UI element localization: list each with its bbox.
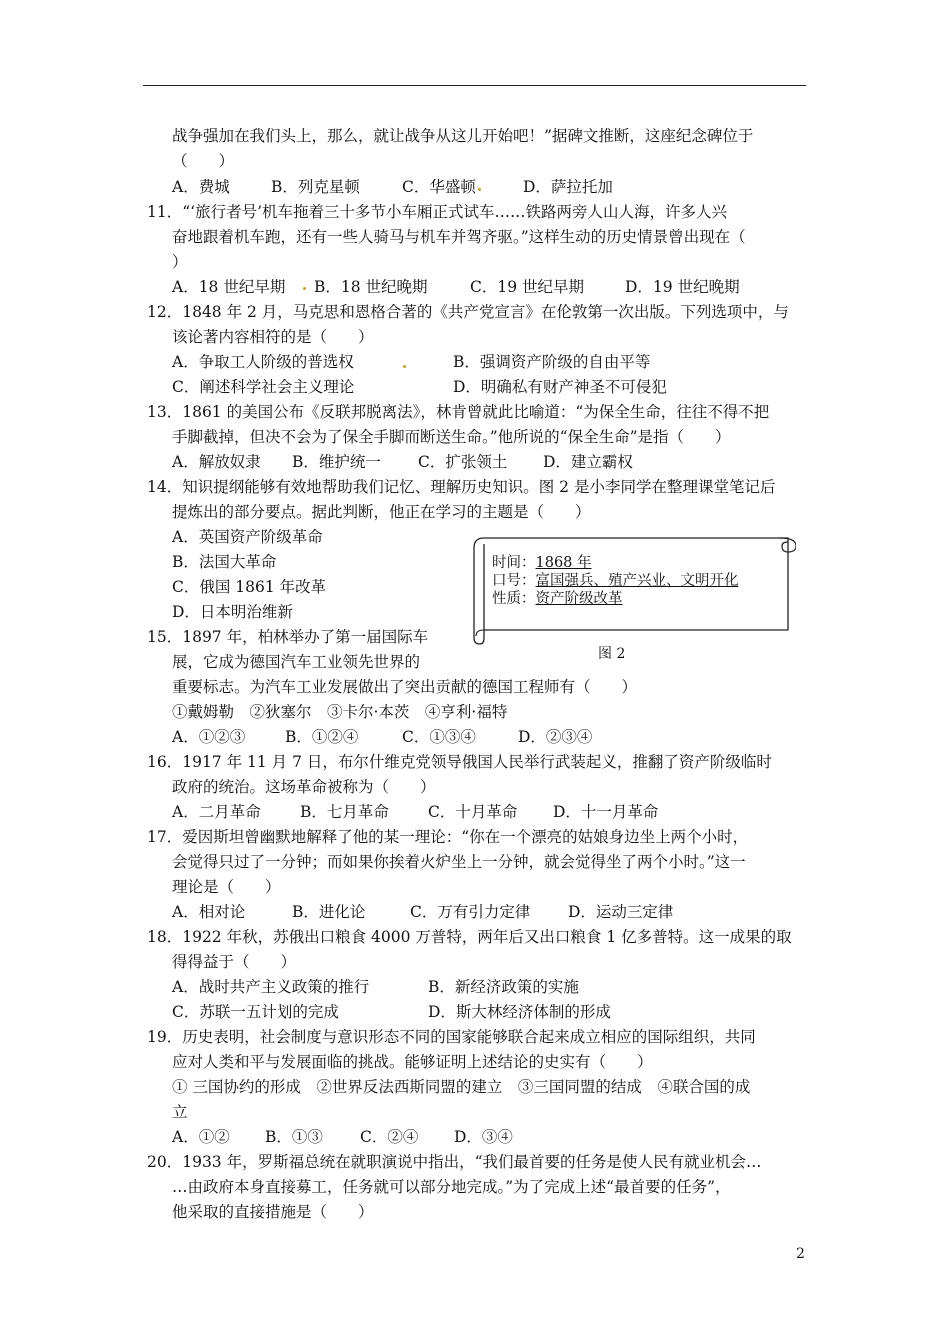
q16-option-a: A．二月革命 xyxy=(172,803,261,821)
q15-line1: 15．1897 年，柏林举办了第一届国际车 xyxy=(147,628,429,646)
q19-line1: 19．历史表明，社会制度与意识形态不同的国家能够联合起来成立相应的国际组织，共同 xyxy=(147,1028,756,1046)
q13-option-d: D．建立霸权 xyxy=(543,453,633,471)
q14-line2: 提炼出的部分要点。据此判断，他正在学习的主题是（ ） xyxy=(172,503,591,521)
q12-option-a: A．争取工人阶级的普选权 xyxy=(172,353,354,371)
q19-line2: 应对人类和平与发展面临的挑战。能够证明上述结论的史实有（ ） xyxy=(172,1053,653,1071)
q12-option-d: D．明确私有财产神圣不可侵犯 xyxy=(453,378,667,396)
q15-option-c: C．①③④ xyxy=(402,728,476,746)
card-nature-label: 性质： xyxy=(492,591,536,607)
q14-option-c: C．俄国 1861 年改革 xyxy=(172,578,327,596)
q19-option-c: C．②④ xyxy=(360,1128,419,1146)
scan-speck xyxy=(403,365,406,368)
q14-option-b: B．法国大革命 xyxy=(172,553,277,571)
q13-line2: 手脚截掉，但决不会为了保全手脚而断送生命。”他所说的“保全生命”是指（ ） xyxy=(172,428,731,446)
q18-option-d: D．斯大林经济体制的形成 xyxy=(428,1003,611,1021)
q16-line2: 政府的统治。这场革命被称为（ ） xyxy=(172,778,436,796)
q10-line2: （ ） xyxy=(172,152,235,170)
q15-option-b: B．①②④ xyxy=(285,728,359,746)
q10-option-a: A．费城 xyxy=(172,178,230,196)
q15-option-d: D．②③④ xyxy=(518,728,593,746)
q10-line1: 战争强加在我们头上，那么，就让战争从这儿开始吧！”据碑文推断，这座纪念碑位于 xyxy=(172,127,754,145)
card-slogan-label: 口号： xyxy=(492,573,536,589)
q15-line3: 重要标志。为汽车工业发展做出了突出贡献的德国工程师有（ ） xyxy=(172,678,638,696)
q13-option-a: A．解放奴隶 xyxy=(172,453,261,471)
q13-option-b: B．维护统一 xyxy=(292,453,381,471)
scan-speck xyxy=(303,287,306,290)
q17-option-a: A．相对论 xyxy=(172,903,246,921)
q11-option-b: B．18 世纪晚期 xyxy=(314,278,428,296)
q15-line2: 展，它成为德国汽车工业领先世界的 xyxy=(172,653,421,671)
card-time-label: 时间： xyxy=(492,555,536,571)
q19-option-a: A．①② xyxy=(172,1128,230,1146)
q15-items: ①戴姆勒 ②狄塞尔 ③卡尔·本茨 ④亨利·福特 xyxy=(172,703,508,721)
q16-option-b: B．七月革命 xyxy=(300,803,389,821)
q17-option-c: C．万有引力定律 xyxy=(410,903,531,921)
card-nature-value: 资产阶级改革 xyxy=(535,591,623,607)
figure-caption: 图 2 xyxy=(598,646,626,662)
q17-line1: 17．爱因斯坦曾幽默地解释了他的某一理论：“你在一个漂亮的姑娘身边坐上两个小时， xyxy=(147,828,749,846)
q11-option-d: D．19 世纪晚期 xyxy=(625,278,740,296)
q16-line1: 16．1917 年 11 月 7 日，布尔什维克党领导俄国人民举行武装起义，推翻了资产阶级临时 xyxy=(147,753,772,771)
card-time-row xyxy=(492,554,592,572)
q18-option-b: B．新经济政策的实施 xyxy=(428,978,579,996)
q13-option-c: C．扩张领土 xyxy=(418,453,508,471)
q14-option-d: D．日本明治维新 xyxy=(172,603,293,621)
q14-option-a: A．英国资产阶级革命 xyxy=(172,528,323,546)
q13-line1: 13．1861 的美国公布《反联邦脱离法》，林肯曾就此比喻道：“为保全生命，往往不得不把 xyxy=(147,403,770,421)
q18-line1: 18．1922 年秋，苏俄出口粮食 4000 万普特，两年后又出口粮食 1 亿多普特。这一成果的取 xyxy=(147,928,792,946)
q17-option-d: D．运动三定律 xyxy=(568,903,674,921)
q15-option-a: A．①②③ xyxy=(172,728,246,746)
q12-line2: 该论著内容相符的是（ ） xyxy=(172,328,374,346)
q19-items1: ① 三国协约的形成 ②世界反法西斯同盟的建立 ③三国同盟的结成 ④联合国的成 xyxy=(172,1078,751,1096)
q19-items2: 立 xyxy=(172,1103,188,1121)
figure-2-scroll xyxy=(466,534,796,632)
q10-option-b: B．列克星顿 xyxy=(271,178,360,196)
q18-line2: 得得益于（ ） xyxy=(172,953,297,971)
card-slogan-value: 富国强兵、殖产兴业、文明开化 xyxy=(535,573,739,589)
q14-line1: 14．知识提纲能够有效地帮助我们记忆、理解历史知识。图 2 是小李同学在整理课堂笔记后 xyxy=(147,478,776,496)
card-time-value: 1868 年 xyxy=(535,555,592,571)
q17-line3: 理论是（ ） xyxy=(172,878,281,896)
q18-option-c: C．苏联一五计划的完成 xyxy=(172,1003,339,1021)
q19-option-d: D．③④ xyxy=(454,1128,513,1146)
q16-option-d: D．十一月革命 xyxy=(553,803,659,821)
q10-option-c: C．华盛顿 xyxy=(402,178,476,196)
scan-speck xyxy=(478,188,481,191)
q16-option-c: C．十月革命 xyxy=(428,803,518,821)
q17-option-b: B．进化论 xyxy=(292,903,366,921)
q11-option-a: A．18 世纪早期 xyxy=(172,278,286,296)
card-nature-row xyxy=(492,590,623,608)
q20-line2: …由政府本身直接募工，任务就可以部分地完成。”为了完成上述“最首要的任务”， xyxy=(172,1178,731,1196)
q11-line1: 11．“‘旅行者号’机车拖着三十多节小车厢正式试车……铁路两旁人山人海，许多人兴 xyxy=(147,203,728,221)
q19-option-b: B．①③ xyxy=(265,1128,323,1146)
q20-line3: 他采取的直接措施是（ ） xyxy=(172,1203,374,1221)
q12-line1: 12．1848 年 2 月，马克思和恩格合著的《共产党宣言》在伦敦第一次出版。下列选项中，与 xyxy=(147,303,789,321)
q12-option-c: C．阐述科学社会主义理论 xyxy=(172,378,355,396)
q17-line2: 会觉得只过了一分钟；而如果你挨着火炉坐上一分钟，就会觉得坐了两个小时。”这一 xyxy=(172,853,746,871)
header-rule xyxy=(143,85,806,86)
page-number: 2 xyxy=(796,1246,805,1262)
q11-line2: 奋地跟着机车跑，还有一些人骑马与机车并驾齐驱。”这样生动的历史情景曾出现在（ xyxy=(172,228,746,246)
q10-option-d: D．萨拉托加 xyxy=(523,178,613,196)
q11-line3: ） xyxy=(172,253,188,271)
q11-option-c: C．19 世纪早期 xyxy=(470,278,585,296)
card-slogan-row xyxy=(492,572,739,590)
q12-option-b: B．强调资产阶级的自由平等 xyxy=(453,353,651,371)
q18-option-a: A．战时共产主义政策的推行 xyxy=(172,978,370,996)
q20-line1: 20．1933 年，罗斯福总统在就职演说中指出，“我们最首要的任务是使人民有就业机会… xyxy=(147,1153,762,1171)
